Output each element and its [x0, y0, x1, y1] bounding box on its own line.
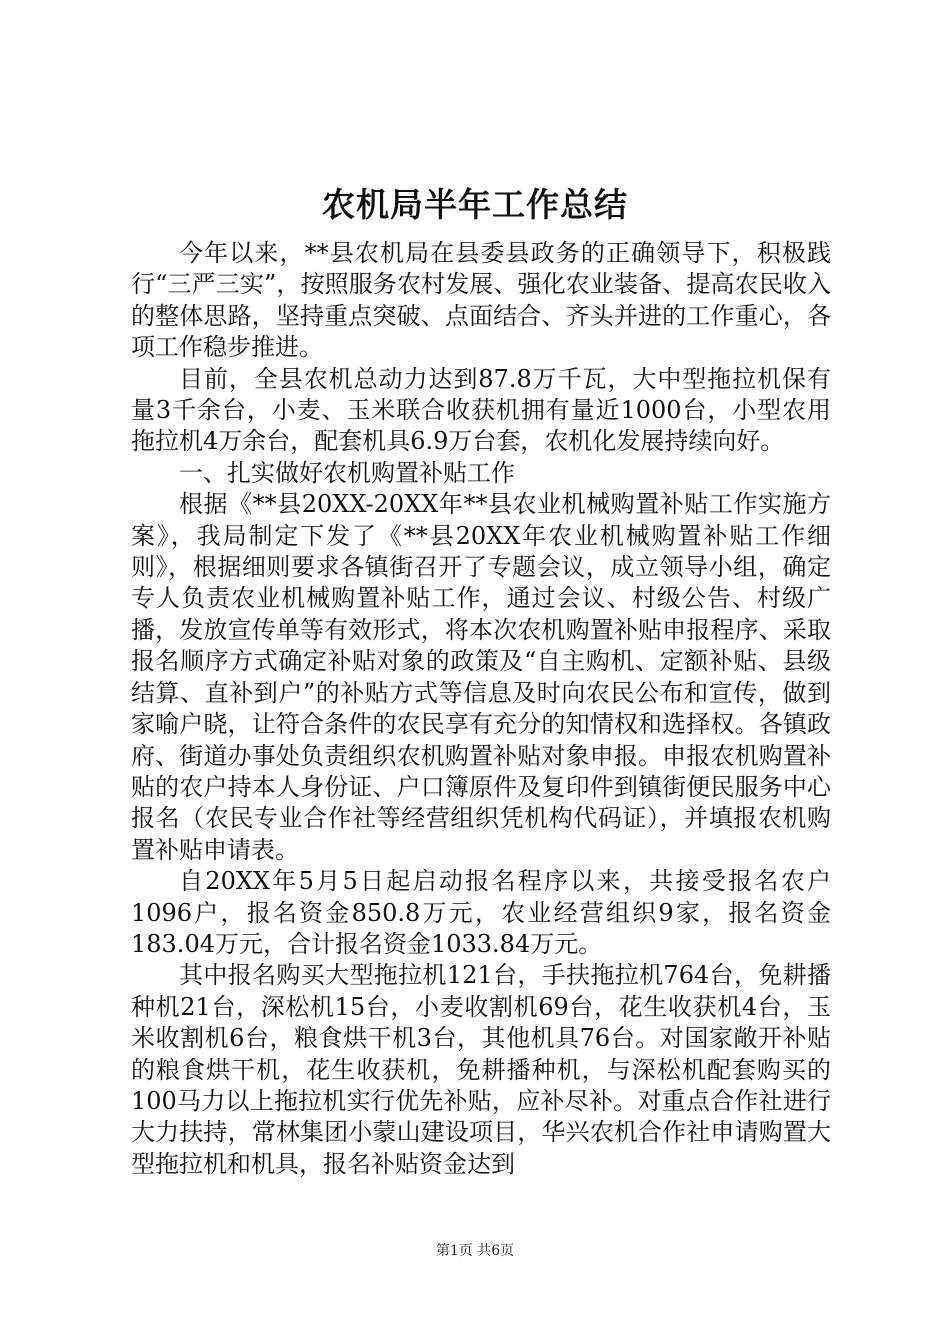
paragraph-intro: 今年以来，**县农机局在县委县政务的正确领导下，积极践行“三严三实”，按照服务农村发展、强化农业装备、提高农民收入的整体思路，坚持重点突破、点面结合、齐头并进的工作重心，各项工作稳步推进。: [131, 239, 831, 362]
paragraph-subsidy-policy: 根据《**县20XX-20XX年**县农业机械购置补贴工作实施方案》，我局制定下发了《**县20XX年农业机械购置补贴工作细则》，根据细则要求各镇街召开了专题会议，成立领导小组，确定专人负责农业机械购置补贴工作，通过会议、村级公告、村级广播，发放宣传单等有效形式，将本次农机购置补贴申报程序、采取报名顺序方式确定补贴对象的政策及“自主购机、定额补贴、县级结算、直补到户”的补贴方式等信息及时向农民公布和宣传，做到家喻户晓，让符合条件的农民享有充分的知情权和选择权。各镇政府、街道办事处负责组织农机购置补贴对象申报。申报农机购置补贴的农户持本人身份证、户口簿原件及复印件到镇街便民服务中心报名（农民专业合作社等经营组织凭机构代码证），并填报农机购置补贴申请表。: [131, 490, 831, 864]
paragraph-machine-breakdown: 其中报名购买大型拖拉机121台，手扶拖拉机764台，免耕播种机21台，深松机15台，小麦收割机69台，花生收获机4台，玉米收割机6台，粮食烘干机3台，其他机具76台。对国家敞开补贴的粮食烘干机，花生收获机，免耕播种机，与深松机配套购买的100马力以上拖拉机实行优先补贴，应补尽补。对重点合作社进行大力扶持，常林集团小蒙山建设项目，华兴农机合作社申请购置大型拖拉机和机具，报名补贴资金达到: [131, 961, 831, 1178]
paragraph-status: 目前，全县农机总动力达到87.8万千瓦，大中型拖拉机保有量3千余台，小麦、玉米联合收获机拥有量近1000台，小型农用拖拉机4万余台，配套机具6.9万台套，农机化发展持续向好。: [131, 364, 831, 456]
paragraph-registration-stats: 自20XX年5月5日起启动报名程序以来，共接受报名农户1096户，报名资金850.8万元，农业经营组织9家，报名资金183.04万元，合计报名资金1033.84万元。: [131, 867, 831, 958]
page-footer: 第1页 共6页: [435, 1243, 515, 1259]
document-body: [131, 238, 831, 1180]
section-heading-1: 一、扎实做好农机购置补贴工作: [179, 458, 515, 487]
document-title: 农机局半年工作总结: [322, 185, 628, 224]
